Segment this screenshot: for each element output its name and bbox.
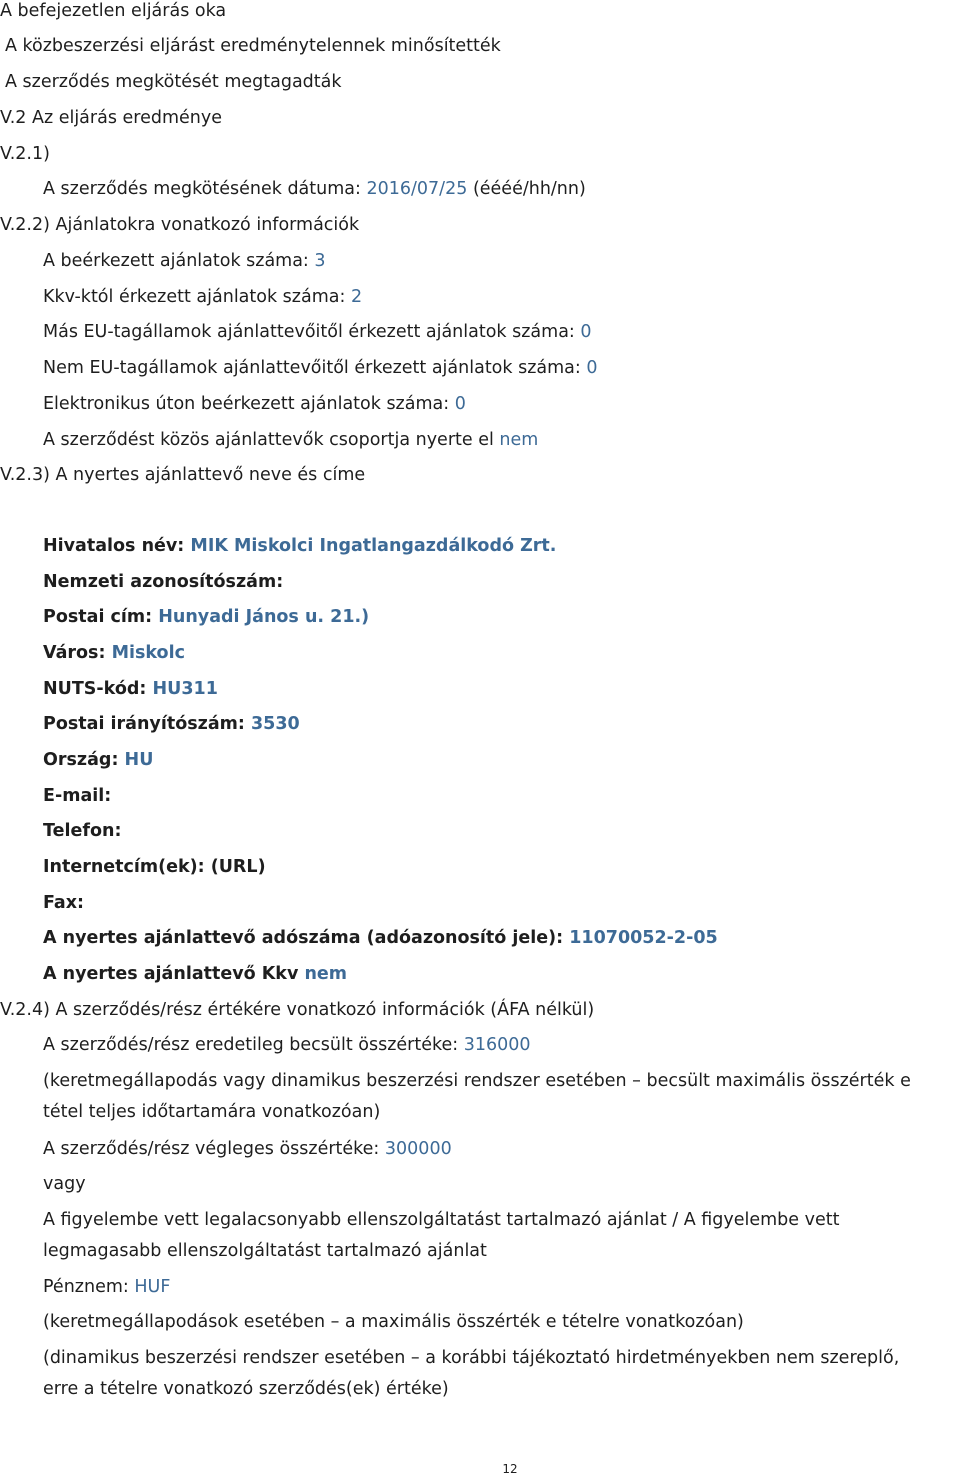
winner-tax-value: 11070052-2-05 <box>569 928 718 948</box>
value-final-row <box>43 1138 452 1160</box>
value-or-text: vagy <box>43 1174 86 1194</box>
winner-country-row <box>43 749 153 771</box>
value-currency-label: Pénznem: <box>43 1277 129 1297</box>
offers-eu-row <box>43 321 592 343</box>
winner-address-row <box>43 606 369 628</box>
value-estimated-label: A szerződés/rész eredetileg becsült összértéke: <box>43 1035 459 1055</box>
offers-group-value: nem <box>499 430 539 450</box>
value-final-label: A szerződés/rész végleges összértéke: <box>43 1139 380 1159</box>
winner-country-value: HU <box>124 750 154 770</box>
value-framework-note-line2: tétel teljes időtartamára vonatkozóan) <box>43 1102 381 1122</box>
offers-eu-value: 0 <box>580 322 592 342</box>
value-final-value: 300000 <box>384 1139 452 1159</box>
winner-fax-row <box>43 892 84 914</box>
winner-zip-label: Postai irányítószám: <box>43 714 245 734</box>
winner-national-id-row <box>43 571 283 593</box>
winner-sme-label: A nyertes ajánlattevő Kkv <box>43 964 299 984</box>
winner-sme-row <box>43 963 347 985</box>
offers-sme-row <box>43 286 362 308</box>
winner-country-label: Ország: <box>43 750 119 770</box>
winner-email-label: E-mail: <box>43 786 112 806</box>
value-framework-max-note: (keretmegállapodások esetében – a maximális összérték e tételre vonatkozóan) <box>43 1312 744 1332</box>
incomplete-option-unsuccessful: A közbeszerzési eljárást eredménytelennek minősítették <box>5 36 501 56</box>
value-estimated-row <box>43 1034 531 1056</box>
value-lowest-highest-line1: A figyelembe vett legalacsonyabb ellenszolgáltatást tartalmazó ajánlat / A figyelembe vett <box>43 1210 840 1230</box>
winner-address-label: Postai cím: <box>43 607 153 627</box>
winner-name-row <box>43 535 556 557</box>
winner-tax-label: A nyertes ajánlattevő adószáma (adóazonosító jele): <box>43 928 564 948</box>
offers-received-value: 3 <box>314 251 326 271</box>
incomplete-option-refused: A szerződés megkötését megtagadták <box>5 72 342 92</box>
winner-heading: V.2.3) A nyertes ajánlattevő neve és címe <box>0 465 366 485</box>
winner-sme-value: nem <box>304 964 348 984</box>
page-number: 12 <box>502 1462 518 1476</box>
winner-nuts-value: HU311 <box>152 679 218 699</box>
offers-sme-label: Kkv-któl érkezett ajánlatok száma: <box>43 287 346 307</box>
value-heading: V.2.4) A szerződés/rész értékére vonatkozó információk (ÁFA nélkül) <box>0 1000 595 1020</box>
winner-phone-row <box>43 820 121 842</box>
contract-date-label: A szerződés megkötésének dátuma: <box>43 179 361 199</box>
offers-heading: V.2.2) Ajánlatokra vonatkozó információk <box>0 215 360 235</box>
winner-fax-label: Fax: <box>43 893 85 913</box>
winner-name-value: MIK Miskolci Ingatlangazdálkodó Zrt. <box>190 536 557 556</box>
contract-date-value: 2016/07/25 <box>366 179 468 199</box>
v21-heading: V.2.1) <box>0 144 50 164</box>
winner-nuts-row <box>43 678 218 700</box>
winner-city-label: Város: <box>43 643 106 663</box>
winner-nuts-label: NUTS-kód: <box>43 679 147 699</box>
offers-group-label: A szerződést közös ajánlattevők csoportja nyerte el <box>43 430 494 450</box>
offers-electronic-label: Elektronikus úton beérkezett ajánlatok száma: <box>43 394 450 414</box>
offers-sme-value: 2 <box>350 287 363 307</box>
offers-electronic-value: 0 <box>454 394 466 414</box>
offers-non-eu-value: 0 <box>586 358 598 378</box>
winner-address-value: Hunyadi János u. 21.) <box>158 607 370 627</box>
winner-city-value: Miskolc <box>111 643 185 663</box>
winner-city-row <box>43 642 185 664</box>
winner-phone-label: Telefon: <box>43 821 122 841</box>
value-dps-note-line2: erre a tételre vonatkozó szerződés(ek) értéke) <box>43 1379 449 1399</box>
contract-date-format: (éééé/hh/nn) <box>472 179 586 199</box>
offers-non-eu-label: Nem EU-tagállamok ajánlattevőitől érkezett ajánlatok száma: <box>43 358 581 378</box>
value-lowest-highest-line2: legmagasabb ellenszolgáltatást tartalmazó ajánlat <box>43 1241 487 1261</box>
result-heading: V.2 Az eljárás eredménye <box>0 108 222 128</box>
winner-zip-row <box>43 713 300 735</box>
offers-eu-label: Más EU-tagállamok ajánlattevőitől érkezett ajánlatok száma: <box>43 322 575 342</box>
winner-email-row <box>43 785 111 807</box>
winner-name-label: Hivatalos név: <box>43 536 185 556</box>
winner-url-label: Internetcím(ek): (URL) <box>43 857 266 877</box>
offers-electronic-row <box>43 393 466 415</box>
contract-date-row <box>43 178 586 200</box>
value-framework-note-line1: (keretmegállapodás vagy dinamikus beszerzési rendszer esetében – becsült maximális összérték e <box>43 1071 911 1091</box>
incomplete-heading: A befejezetlen eljárás oka <box>0 1 227 21</box>
value-currency-value: HUF <box>134 1277 171 1297</box>
winner-national-id-label: Nemzeti azonosítószám: <box>43 572 284 592</box>
value-dps-note-line1: (dinamikus beszerzési rendszer esetében – a korábbi tájékoztató hirdetményekben nem szereplő, <box>43 1348 900 1368</box>
value-currency-row <box>43 1276 170 1298</box>
offers-received-label: A beérkezett ajánlatok száma: <box>43 251 309 271</box>
winner-zip-value: 3530 <box>250 714 300 734</box>
winner-url-row <box>43 856 266 878</box>
offers-received-row <box>43 250 326 272</box>
offers-group-row <box>43 429 538 451</box>
winner-tax-row <box>43 927 718 949</box>
offers-non-eu-row <box>43 357 598 379</box>
value-estimated-value: 316000 <box>463 1035 531 1055</box>
